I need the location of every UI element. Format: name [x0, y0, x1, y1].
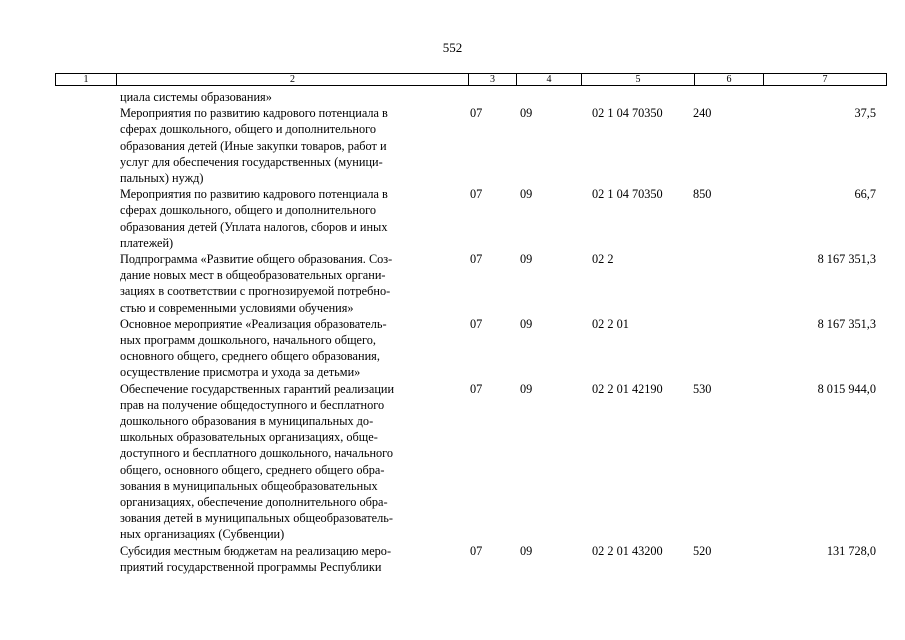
description-line: зациях в соответствии с прогнозируемой потребно-: [120, 284, 391, 299]
table-row: [55, 543, 881, 575]
cell-target-code: 02 1 04 70350: [592, 187, 663, 202]
cell-target-code: 02 2 01 42190: [592, 381, 663, 396]
table-row: [55, 316, 881, 381]
budget-table-body: [55, 89, 881, 575]
cell-subsection: 09: [520, 381, 533, 396]
table-row: [55, 105, 881, 186]
cell-description: [115, 381, 466, 543]
cell-expense-type: 240: [693, 106, 712, 121]
column-header-2: 2: [117, 74, 469, 86]
cell-amount: 8 167 351,3: [817, 316, 876, 331]
description-line: циала системы образования»: [120, 90, 272, 104]
description-line: Субсидия местным бюджетам на реализацию меро-: [120, 543, 392, 558]
description-line: общего, основного общего, среднего общего обра-: [120, 462, 385, 477]
cell-amount: 8 167 351,3: [817, 252, 876, 267]
cell-description: [115, 251, 466, 316]
column-header-3: 3: [469, 74, 517, 86]
description-line: сферах дошкольного, общего и дополнительного: [120, 122, 376, 137]
description-line: дошкольного образования в муниципальных до-: [120, 414, 374, 429]
description-line: образования детей (Иные закупки товаров, работ и: [120, 138, 387, 153]
description-line: дание новых мест в общеобразовательных органи-: [120, 268, 386, 283]
cell-description: [115, 89, 466, 105]
cell-amount: 66,7: [854, 187, 876, 202]
cell-target-code: 02 1 04 70350: [592, 106, 663, 121]
cell-amount: 37,5: [854, 106, 876, 121]
description-line: Обеспечение государственных гарантий реализации: [120, 381, 395, 396]
column-header-4: 4: [517, 74, 582, 86]
description-line: Мероприятия по развитию кадрового потенциала в: [120, 106, 388, 121]
table-row: [55, 251, 881, 316]
description-line: Мероприятия по развитию кадрового потенциала в: [120, 187, 388, 202]
cell-section: 07: [470, 187, 483, 202]
description-line: организациях, обеспечение дополнительного обра-: [120, 495, 388, 510]
cell-amount: 8 015 944,0: [817, 381, 876, 396]
cell-expense-type: 850: [693, 187, 712, 202]
description-line: стью и современными условиями обучения»: [120, 300, 354, 315]
description-line: сферах дошкольного, общего и дополнительного: [120, 203, 376, 218]
cell-target-code: 02 2 01 43200: [592, 543, 663, 558]
description-line: ных организациях (Субвенции): [120, 527, 285, 542]
description-line: пальных) нужд): [120, 171, 204, 186]
table-row: [55, 186, 881, 251]
description-line: зования в муниципальных общеобразовательных: [120, 478, 378, 493]
description-line: образования детей (Уплата налогов, сборов и иных: [120, 219, 388, 234]
cell-target-code: 02 2: [592, 252, 614, 267]
cell-section: 07: [470, 381, 483, 396]
column-header-7: 7: [764, 74, 887, 86]
page-number: 552: [442, 40, 463, 55]
cell-section: 07: [470, 316, 483, 331]
description-line: платежей): [120, 235, 174, 250]
column-header-5: 5: [582, 74, 695, 86]
table-row: [55, 89, 881, 105]
cell-subsection: 09: [520, 187, 533, 202]
cell-description: [115, 186, 466, 251]
cell-expense-type: 520: [693, 543, 712, 558]
description-line: ных программ дошкольного, начального общего,: [120, 333, 376, 348]
description-line: прав на получение общедоступного и бесплатного: [120, 397, 385, 412]
description-line: школьных образовательных организациях, обще-: [120, 430, 378, 445]
cell-section: 07: [470, 543, 483, 558]
cell-description: [115, 105, 466, 186]
table-row: [55, 381, 881, 543]
cell-amount: 131 728,0: [826, 543, 876, 558]
description-line: Подпрограмма «Развитие общего образования. Соз-: [120, 252, 393, 267]
description-line: приятий государственной программы Республики: [120, 559, 382, 574]
description-line: услуг для обеспечения государственных (муници-: [120, 154, 383, 169]
cell-description: [115, 543, 466, 575]
cell-expense-type: 530: [693, 381, 712, 396]
description-line: основного общего, среднего общего образования,: [120, 349, 380, 364]
cell-subsection: 09: [520, 543, 533, 558]
column-header-row: [55, 73, 887, 86]
column-header-6: 6: [695, 74, 764, 86]
column-header-1: 1: [56, 74, 117, 86]
cell-subsection: 09: [520, 106, 533, 121]
cell-subsection: 09: [520, 252, 533, 267]
description-line: Основное мероприятие «Реализация образователь-: [120, 316, 387, 331]
description-line: осуществление присмотра и ухода за детьми»: [120, 365, 361, 380]
description-line: зования детей в муниципальных общеобразователь-: [120, 511, 393, 526]
cell-subsection: 09: [520, 316, 533, 331]
cell-target-code: 02 2 01: [592, 316, 629, 331]
description-line: доступного и бесплатного дошкольного, начального: [120, 446, 394, 461]
cell-section: 07: [470, 106, 483, 121]
cell-description: [115, 316, 466, 381]
cell-section: 07: [470, 252, 483, 267]
